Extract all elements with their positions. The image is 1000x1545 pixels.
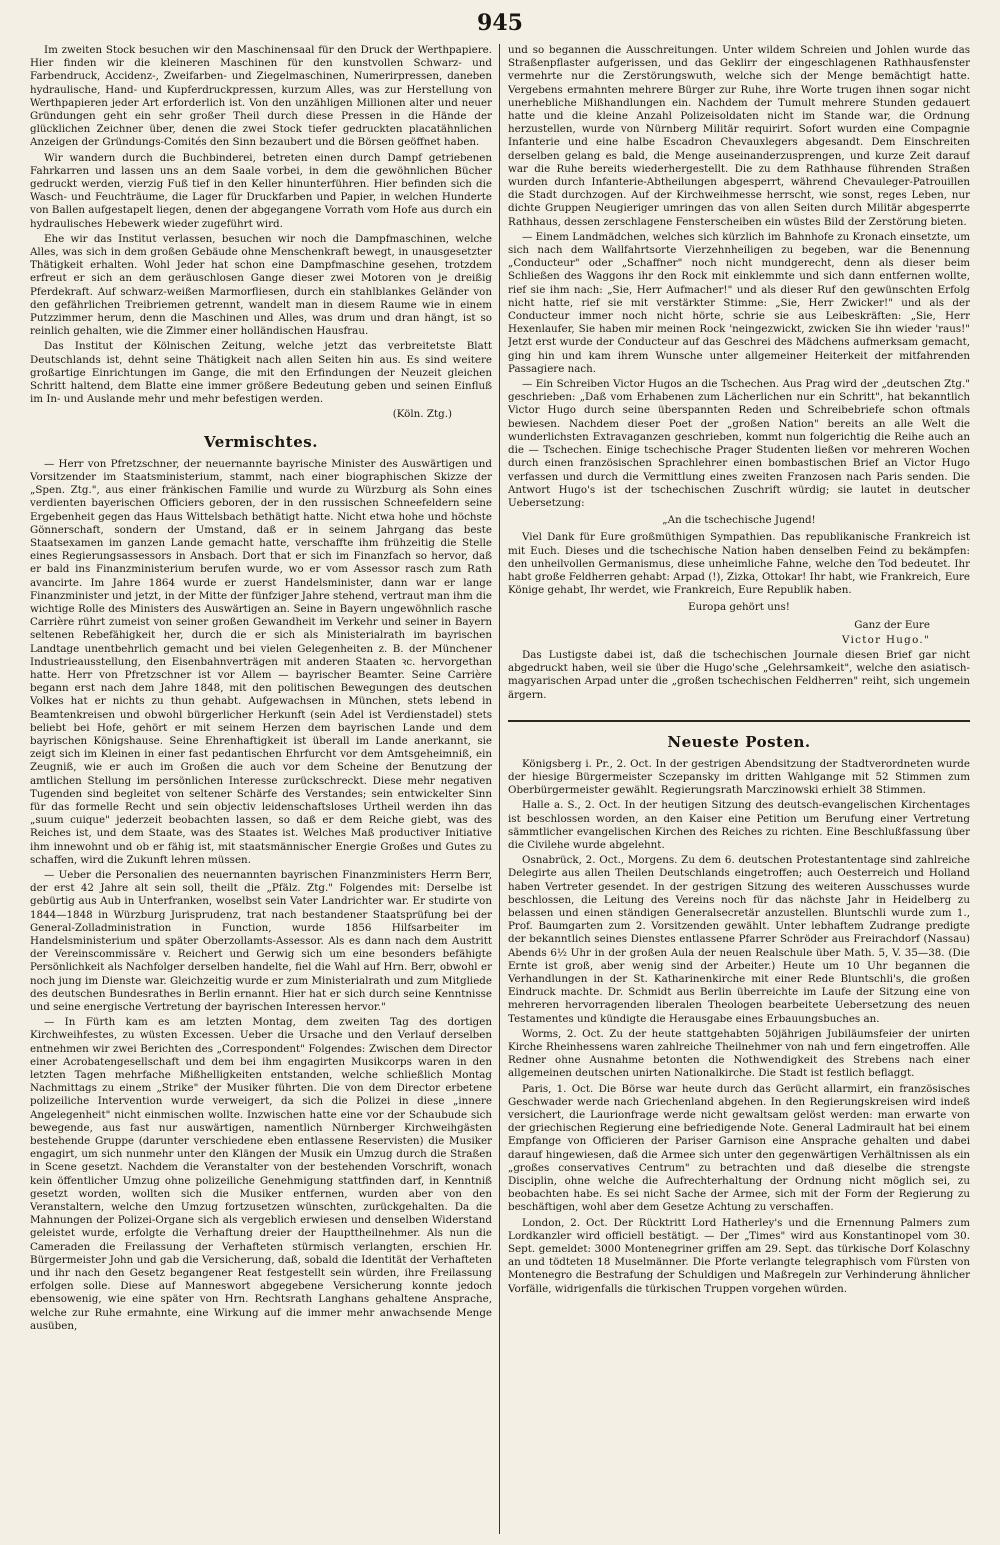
column-divider (499, 44, 500, 1534)
article-paragraph: Ehe wir das Institut verlassen, besuchen wir noch die Dampfmaschinen, welche Alles, was sich in dem großen Gebäude ohne Menschenkraft bewegt, in unausgesetzter Thätigkeit erhalten. Wohl Jeder hat schon eine Dampfmaschine gesehen, trotzdem erfreut er sich an dem geräuschlosen Gange dieser zwei Motoren von je dreißig Pferdekraft. Auf schwarz-weißen Marmorfliesen, durch ein stahlblankes Geländer von den gefährlichen Treibriemen getrennt, wandelt man in diesem Raume wie in einem Putzzimmer herum, denn die Maschinen und Alles, was drum und dran hängt, ist so reinlich gehalten, wie die Zimmer einer holländischen Hausfrau. (30, 232, 492, 338)
section-divider (508, 720, 970, 722)
section-title-vermischtes: Vermischtes. (204, 432, 318, 451)
letter-body: Viel Dank für Eure großmüthigen Sympathien. Das republikanische Frankreich ist mit Euch. Dieses und die tschechische Nation haben denselben Feind zu bekämpfen: den unheilvollen Germanismus, diese unheimliche Fahne, welche den Tod bedeutet. Ihr habt große Feldherren gehabt: Arpad (!), Zizka, Ottokar! Ihr habt, wie Frankreich, Eure Könige gehabt, Ihr werdet, wie Frankreich, Eure Republik haben. (508, 531, 970, 597)
letter-motto: Europa gehört uns! (688, 601, 790, 614)
news-item: — Ueber die Personalien des neuernannten bayrischen Finanzministers Herrn Berr, der erst 42 Jahre alt sein soll, theilt die „Pfälz. Ztg." Folgendes mit: Derselbe ist gebürtig aus Aub in Unterfranken, woselbst sein Vater Landrichter war. Er studirte von 1844—1848 in Würzburg Jurisprudenz, trat nach bestandener Staatsprüfung bei der General-Zolladministration in Function, wurde 1856 Hilfsarbeiter im Handelsministerium und später Oberzollamts-Assessor. Als es dann nach dem Austritt der Vereinscommissäre v. Reichert und Gerwig sich um eine besonders befähigte Persönlichkeit als Nachfolger derselben handelte, fiel die Wahl auf Hrn. Berr, obwohl er noch jung im Dienste war. Gleichzeitig wurde er zum Ministerialrath und zum Mitgliede des deutschen Bundesrathes in Berlin ernannt. Hier hat er sich durch seine Kenntnisse und seine energische Vertretung der bayrischen Interessen hervor." (30, 868, 492, 1014)
news-item: — Herr von Pfretzschner, der neuernannte bayrische Minister des Auswärtigen und Vorsitzender im Staatsministerium, stammt, nach einer biographischen Skizze der „Spen. Ztg.", aus einer fränkischen Familie und wurde zu Würzburg als Sohn eines verdienten bayerischen Officiers geboren, der in den russischen Schneefeldern seine Ergebenheit gegen das Haus Wittelsbach bethätigt hatte. Nicht etwa hohe und höchste Gönnerschaft, sondern der Umstand, daß er in seinem Jahrgang das beste Staatsexamen im ganzen Lande gemacht hatte, verschaffte ihm frühzeitig die Stelle eines Regierungsassessors in Ansbach. Dort that er sich im Finanzfach so hervor, daß er bald ins Finanzministerium berufen wurde, wo er vom Assessor rasch zum Rath avancirte. Im Jahre 1864 wurde er zuerst Handelsminister, dann war er lange Finanzminister und jetzt, in der Mitte der fünfziger Jahre stehend, vertraut man ihm die wichtige Rolle des Ministers des Auswärtigen an. Seine in Bayern ungewöhnlich rasche Carrière rührt zumeist von seiner großen Gewandheit im Verkehr und seiner in Bayern seltenen Rebefähigkeit her, durch die er sich als Ministerialrath im bayrischen Landtage unentbehrlich gemacht und bei vielen Gelegenheiten z. B. der Münchener Industrieausstellung, den Eisenbahnverträgen mit anderen Staaten ꝛc. hervorgethan hatte. Herr von Pfretzschner ist vor Allem — bayrischer Beamter. Seine Carrière begann erst nach dem Jahre 1848, mit den politischen Bewegungen des deutschen Volkes hat er nichts zu thun gehabt. Aufgewachsen in München, stets lebend in Beamtenkreisen und obwohl bürgerlicher Herkunft (sein Adel ist Verdienstadel) stets beliebt bei Hofe, gehört er mit seinem Herzen dem bayrischen Lande und dem bayrischen Königshause. Seine Ehrenhaftigkeit ist überall im Lande anerkannt, sie zeigt sich im Kleinen in einer fast pedantischen Ehrfurcht vor dem Amtsgeheimniß, ein Zeugniß, wie er auch im Großen die auch vor dem Scheine der Benutzung der amtlichen Stellung im persönlichen Interesse zurückschreckt. Diese mehr negativen Tugenden sind begleitet von seltener Schärfe des Verstandes; sein entwickelter Sinn für das formelle Recht und sein objectiv leidenschaftsloses Urtheil werden ihn das „suum cuique" jederzeit beobachten lassen, so daß er dem Reiche giebt, was des Reiches ist, und dem Staate, was des Staates ist. Welches Maß productiver Initiative ihm innewohnt und ob er fähig ist, mit staatsmännischer Energie Großes und Gutes zu schaffen, wird die Zukunft lehren müssen. (30, 457, 492, 866)
news-item: Osnabrück, 2. Oct., Morgens. Zu dem 6. deutschen Protestantentage sind zahlreiche Delegirte aus allen Theilen Deutschlands eingetroffen; auch Oesterreich und Holland haben Vertreter gesendet. In der gestrigen Sitzung des weiteren Ausschusses wurde beschlossen, die Leitung des Vereins noch für das nächste Jahr in Heidelberg zu belassen und einen ständigen Generalsecretär anzustellen. Bluntschli wurde zum 1., Prof. Baumgarten zum 2. Vorsitzenden gewählt. Unter lebhaftem Zudrange predigte der bekanntlich seines Dienstes entlassene Pfarrer Schröder aus Freirachdorf (Nassau) Abends 6½ Uhr in der großen Aula der neuen Realschule über Math. 5, V. 35—38. (Die Ernte ist groß, aber wenig sind der Arbeiter.) Heute um 10 Uhr begannen die Verhandlungen in der St. Katharinenkirche mit einer Rede Bluntschli's, die großen Eindruck machte. Dr. Schmidt aus Berlin überreichte im Laufe der Sitzung eine von mehreren hervorragenden liberalen Theologen bearbeitete Uebersetzung des neuen Testamentes und kündigte die Herausgabe eines Erbauungsbuches an. (508, 854, 970, 1025)
letter-salutation: „An die tschechische Jugend! (662, 514, 816, 527)
article-paragraph: Das Institut der Kölnischen Zeitung, welche jetzt das verbreitetste Blatt Deutschlands ist, dehnt seine Thätigkeit nach allen Seiten hin aus. Es sind weitere großartige Einrichtungen im Gange, die mit den Erfindungen der Neuzeit gleichen Schritt haltend, dem Blatte eine immer größere Bedeutung geben und seinen Einfluß im In- und Auslande mehr und mehr befestigen werden. (30, 340, 492, 406)
news-item: Worms, 2. Oct. Zu der heute stattgehabten 50jährigen Jubiläumsfeier der unirten Kirche Rheinhessens waren zahlreiche Theilnehmer von nah und fern eingetroffen. Alle Redner ohne Ausnahme betonten die Nothwendigkeit des Strebens nach einer allgemeinen deutschen unirten Nationalkirche. Die Stadt ist festlich beflaggt. (508, 1027, 970, 1080)
article-paragraph: Das Lustigste dabei ist, daß die tschechischen Journale diesen Brief gar nicht abgedruckt haben, weil sie über die Hugo'sche „Gelehrsamkeit", welche den asiatisch-magyarischen Arpad unter die „großen tschechischen Feldherren" reiht, sich ungemein ärgern. (508, 648, 970, 701)
news-item: Königsberg i. Pr., 2. Oct. In der gestrigen Abendsitzung der Stadtverordneten wurde der hiesige Bürgermeister Sczepansky im dritten Wahlgange mit 52 Stimmen zum Oberbürgermeister gewählt. Regierungsrath Marczinowski erhielt 38 Stimmen. (508, 757, 970, 797)
article-paragraph: — Einem Landmädchen, welches sich kürzlich im Bahnhofe zu Kronach einsetzte, um sich nach dem Wallfahrtsorte Vierzehnheiligen zu begeben, war die Benennung „Conducteur" oder „Schaffner" noch nicht mundgerecht, denn als dieser beim Schließen des Waggons ihr den Rock mit einklemmte und sich dann entfernen wollte, rief sie ihm nach: „Sie, Herr Aufmacher!" und als dieser Ruf den gewünschten Erfolg nicht hatte, rief sie mit verstärkter Stimme: „Sie, Herr Zwicker!" und als der Conducteur immer noch nicht hörte, schrie sie aus Leibeskräften: „Sie, Herr Hexenlaufer, Sie haben mir meinen Rock 'neingezwickt, zwicken Sie ihn wieder 'raus!" Jetzt erst wurde der Conducteur auf das Geschrei des Mädchens aufmerksam gemacht, ging hin und kam ihrem Wunsche unter allgemeiner Heiterkeit der mitfahrenden Passagiere nach. (508, 230, 970, 375)
left-column (30, 44, 492, 1539)
article-paragraph: Wir wandern durch die Buchbinderei, betreten einen durch Dampf getriebenen Fahrkarren und lassen uns an dem Saale vorbei, in dem die gewöhnlichen Bücher gedruckt werden, vierzig Fuß tief in den Keller hinunterführen. Hier befinden sich die Wasch- und Feuchträume, die Lager für Druckfarben und Papier, in welchen Hunderte von Ballen aufgestapelt liegen, denen der abgegangene Vorrath vom Hofe aus durch ein hydraulisches Hebewerk wieder zugeführt wird. (30, 151, 492, 230)
section-title-neueste-posten: Neueste Posten. (667, 732, 811, 751)
article-paragraph: — Ein Schreiben Victor Hugos an die Tschechen. Aus Prag wird der „deutschen Ztg." geschrieben: „Daß vom Erhabenen zum Lächerlichen nur ein Schritt", hat bekanntlich Victor Hugo durch seine überspannten Reden und Schreibebriefe schon oftmals bewiesen. Nachdem dieser Poet der „großen Nation" bereits an alle Welt die wunderlichsten Extravaganzen geschrieben, kommt nun folgerichtig die Reihe auch an die — Tschechen. Einige tschechische Prager Studenten ließen vor mehreren Wochen durch einen französischen Sprachlehrer einen bombastischen Brief an Victor Hugo verfassen und durch die Vermittlung eines zweiten Franzosen nach Paris senden. Die Antwort Hugo's ist der tschechischen Zuschrift würdig; sie lautet in deutscher Uebersetzung: (508, 378, 970, 509)
news-item: Paris, 1. Oct. Die Börse war heute durch das Gerücht allarmirt, ein französisches Geschwader werde nach Griechenland abgehen. In den Regierungskreisen wird indeß versichert, die Laurionfrage werde nicht gewaltsam gelöst werden: man erwarte von der griechischen Regierung eine befriedigende Note. General Ladmirault hat bei einem Empfange von Officieren der Pariser Garnison eine Ansprache gehalten und dabei darauf hingewiesen, daß die Armee sich unter den gegenwärtigen Verhältnissen als ein „großes conservatives Centrum" zu betrachten und daß dieselbe die strengste Disciplin, ohne welche die Aufrechterhaltung der Ordnung nicht möglich sei, zu beobachten habe. Es sei nicht Sache der Armee, sich mit der Form der Regierung zu beschäftigen, wohl aber dem Gesetze Achtung zu verschaffen. (508, 1082, 970, 1214)
letter-signature: Victor Hugo." (842, 633, 930, 646)
article-paragraph: und so begannen die Ausschreitungen. Unter wildem Schreien und Johlen wurde das Straßenpflaster aufgerissen, und das Geklirr der eingeschlagenen Rathhausfenster vermehrte nur die Zerstörungswuth, welche sich der Menge bemächtigt hatte. Vergebens ermahnten mehrere Bürger zur Ruhe, ihre Worte trugen ihnen sogar nicht unerhebliche Mißhandlungen ein. Nachdem der Tumult mehrere Stunden gedauert hatte und die kleine Anzahl Polizeisoldaten nicht im Stande war, die Ordnung herzustellen, wurde von Nürnberg Militär requirirt. Sofort wurden eine Compagnie Infanterie und eine halbe Escadron Chevauxlegers abgesandt. Dem Einschreiten derselben gelang es bald, die Menge auseinanderzusprengen, und kurze Zeit darauf war die Ruhe bereits wiederhergestellt. Die zu dem Rathhause führenden Straßen wurden durch Infanterie-Abtheilungen abgesperrt, während Chevauleger-Patrouillen die Stadt durchzogen. Auf der Kirchweihmesse herrscht, wie sonst, reges Leben, nur dichte Gruppen Neugieriger umringen das von allen Seiten durch Militär abgesperrte Rathhaus, dessen zerschlagene Fensterscheiben ein wüstes Bild der Zerstörung bieten. (508, 44, 970, 228)
page-number: 945 (477, 10, 523, 36)
news-item: — In Fürth kam es am letzten Montag, dem zweiten Tag des dortigen Kirchweihfestes, zu wüsten Excessen. Ueber die Ursache und den Verlauf derselben entnehmen wir zwei Berichten des „Correspondent" Folgendes: Zwischen dem Director einer Acrobatengesellschaft und dem bei ihm engagirten Musikcorps waren in den letzten Tagen mehrfache Mißhelligkeiten entstanden, welche schließlich Montag Nachmittags zu einem „Strike" der Musiker führten. Die von dem Director erbetene polizeiliche Intervention wurde verweigert, da sich die Polizei in diese „innere Angelegenheit" nicht einmischen wollte. Inzwischen hatte eine vor der Schaubude sich bewegende, aus fast nur auswärtigen, namentlich Nürnberger Kirchweihgästen bestehende Gruppe (darunter verschiedene eben entlassene Reservisten) die Musiker engagirt, um sich nunmehr unter den Klängen der Musik ein Umzug durch die Straßen in Scene gesetzt. Nachdem die Veranstalter von der bestehenden Vorschrift, wonach kein öffentlicher Umzug ohne polizeiliche Genehmigung stattfinden darf, in Kenntniß gesetzt worden, wollten sich die Musiker entfernen, wurden aber von den Veranstaltern, welche den Umzug fortzusetzen wünschten, zurückgehalten. Da die Mahnungen der Polizei-Organe sich als vergeblich erwiesen und denselben Widerstand geleistet wurde, erfolgte die Verhaftung dreier der Haupttheilnehmer. Als nun die Cameraden die Freilassung der Verhafteten stürmisch verlangten, erschien Hr. Bürgermeister John und gab die Versicherung, daß, sobald die Identität der Verhafteten und ihr nach den Gesetz begangener Reat festgestellt sein würden, ihre Freilassung erfolgen solle. Diese auf Manneswort abgegebene Versicherung konnte jedoch ebensowenig, wie eine später von Hrn. Rechtsrath Langhans gehaltene Ansprache, welche zur Ruhe ermahnte, eine Wirkung auf die immer mehr anwachsende Menge ausüben, (30, 1016, 492, 1332)
article-paragraph: Im zweiten Stock besuchen wir den Maschinensaal für den Druck der Werthpapiere. Hier finden wir die kleineren Maschinen für den kunstvollen Schwarz- und Farbendruck, Accidenz-, Zweifarben- und Ziegelmaschinen, Numerirpressen, daneben hydraulische, Hand- und Kupferdruckpressen, kurzum Alles, was zur Herstellung von Werthpapieren jeder Art erforderlich ist. Von den unzähligen Millionen alter und neuer Gründungen geht ein sehr großer Theil durch diese Pressen in die Hände der glücklichen Zeichner über, denen die zwei Stock tiefer gedruckten placatähnlichen Anzeigen der Gründungs-Comités den Sinn bezaubert und die Börsen geöffnet haben. (30, 44, 492, 149)
article-source: (Köln. Ztg.) (392, 408, 452, 421)
news-item: London, 2. Oct. Der Rücktritt Lord Hatherley's und die Ernennung Palmers zum Lordkanzler wird officiell bestätigt. — Der „Times" wird aus Konstantinopel vom 30. Sept. gemeldet: 3000 Montenegriner griffen am 29. Sept. das türkische Dorf Kolaschny an und tödteten 18 Muselmänner. Die Pforte verlangte telegraphisch vom Fürsten von Montenegro die Bestrafung der Schuldigen und Maßregeln zur Verhinderung ähnlicher Vorfälle, widrigenfalls die türkischen Truppen vorgehen würden. (508, 1216, 970, 1295)
news-item: Halle a. S., 2. Oct. In der heutigen Sitzung des deutsch-evangelischen Kirchentages ist beschlossen worden, an den Kaiser eine Petition um Berufung einer Vertretung sämmtlicher evangelischen Kirchen des Reiches zu richten. Eine Beschlußfassung über die Civilehe wurde abgelehnt. (508, 799, 970, 851)
right-column (508, 44, 970, 1539)
letter-closing: Ganz der Eure (854, 618, 930, 631)
